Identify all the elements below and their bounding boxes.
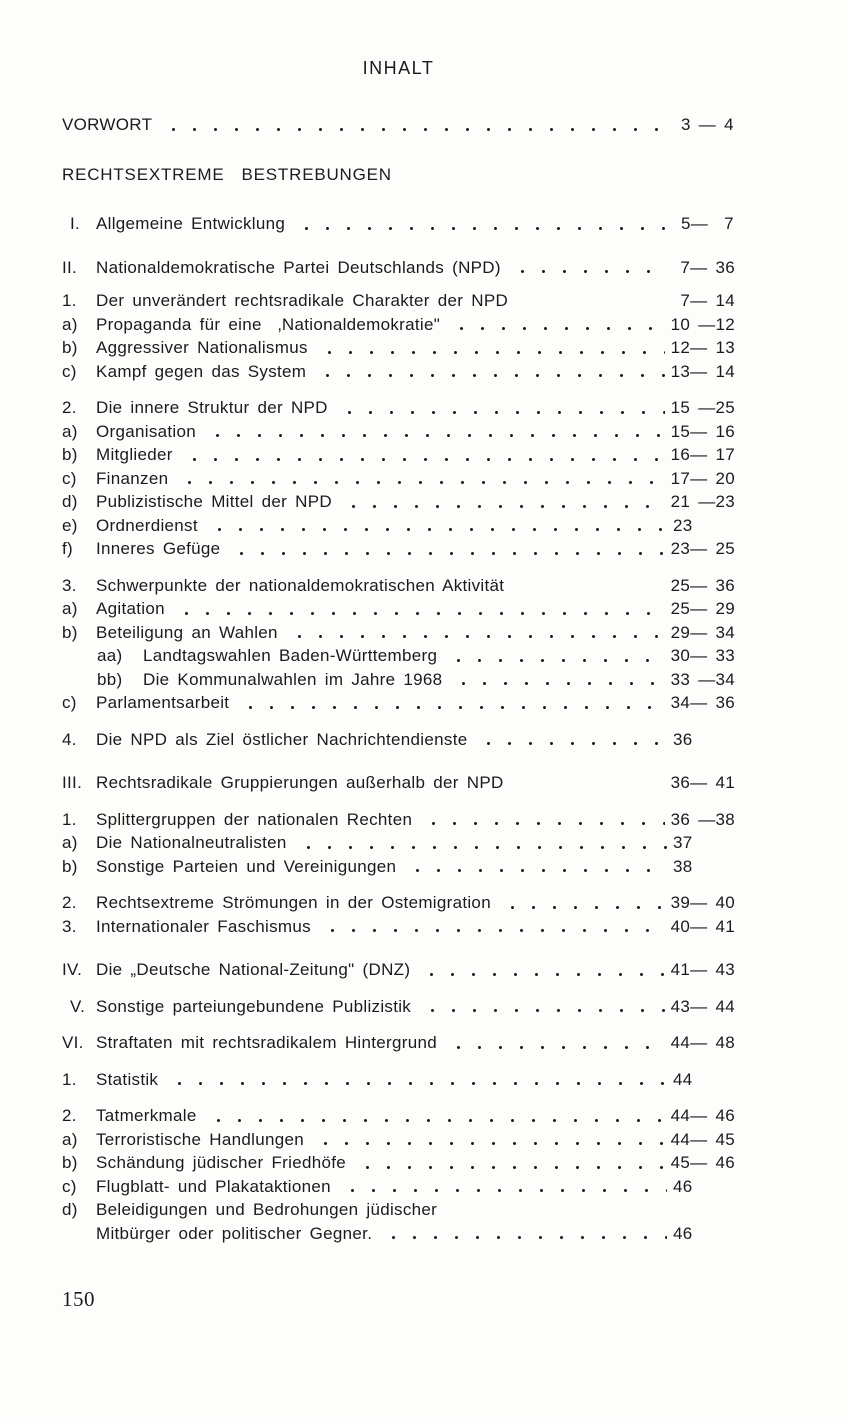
toc-entry-pages: 39— 40 [670, 893, 735, 912]
dot-leader [201, 423, 665, 443]
toc-entry-label: Sonstige parteiungebundene Publizistik [96, 996, 412, 1016]
toc-entry-prefix: b) [62, 622, 78, 642]
dot-leader [351, 1155, 665, 1175]
dot-leader [401, 858, 667, 878]
toc-entry [62, 644, 735, 668]
toc-list [62, 113, 735, 1245]
toc-entry-label: Organisation [96, 421, 196, 441]
toc-entry [62, 771, 735, 795]
toc-entry-label: Sonstige Parteien und Vereinigungen [96, 856, 397, 876]
toc-entry [62, 443, 735, 467]
dot-leader [178, 447, 665, 467]
toc-entry-pages: 5— 7 [673, 214, 734, 233]
toc-entry [62, 855, 735, 879]
dot-leader [442, 648, 664, 668]
toc-entry-prefix: c) [62, 693, 77, 712]
dot-leader [311, 363, 664, 383]
toc-entry-prefix: a) [62, 314, 78, 334]
toc-entry-pages: 25— 29 [670, 599, 735, 618]
dot-leader [415, 962, 664, 982]
toc-entry-pages: 33 —34 [670, 669, 735, 689]
toc-entry-prefix: 1. [62, 1069, 77, 1089]
toc-entry-label: Rechtsextreme Strömungen in der Ostemigration [96, 893, 491, 912]
toc-entry [62, 808, 735, 832]
toc-entry-prefix: bb) [97, 669, 123, 689]
toc-entry-prefix: V. [62, 996, 86, 1016]
toc-entry-pages: 36 —38 [670, 809, 735, 829]
toc-entry-label: Die innere Struktur der NPD [96, 398, 328, 417]
toc-entry-prefix: b) [62, 1153, 78, 1172]
toc-entry-label: Inneres Gefüge [96, 539, 221, 558]
toc-entry-label: Der unverändert rechtsradikale Charakter der NPD [96, 291, 509, 310]
toc-entry-label: VORWORT [62, 115, 153, 134]
toc-entry-pages: 13— 14 [670, 361, 735, 381]
toc-entry [62, 621, 735, 645]
toc-entry-prefix: 3. [62, 575, 77, 595]
toc-entry-label: Internationaler Faschismus [96, 916, 311, 936]
toc-entry-pages: 10 —12 [670, 314, 735, 334]
toc-entry-label: Landtagswahlen Baden-Württemberg [143, 646, 438, 665]
toc-entry-pages: 37 [673, 833, 693, 852]
toc-entry [62, 831, 735, 855]
dot-leader [313, 340, 665, 360]
toc-entry-prefix: 1. [62, 809, 77, 829]
toc-entry-label: Kampf gegen das System [96, 361, 307, 381]
toc-entry-pages: 36 [673, 729, 693, 749]
toc-entry [62, 1175, 735, 1199]
toc-entry-label: Statistik [96, 1069, 159, 1089]
toc-entry-prefix: f) [62, 539, 73, 558]
toc-entry-label: Mitbürger oder politischer Gegner. [96, 1223, 373, 1243]
toc-entry-label: Straftaten mit rechtsradikalem Hintergrund [96, 1033, 437, 1052]
toc-entry-label: Die NPD als Ziel östlicher Nachrichtendienste [96, 729, 468, 749]
toc-entry-label: Schwerpunkte der nationaldemokratischen Aktivität [96, 575, 505, 595]
toc-entry-pages: 38 [673, 856, 693, 876]
toc-entry-pages: 40— 41 [670, 916, 735, 936]
toc-entry-prefix: I. [62, 214, 81, 233]
toc-entry [62, 995, 735, 1019]
dot-leader [506, 259, 667, 279]
toc-entry-label: Propaganda für eine ‚Nationaldemokratie" [96, 314, 441, 334]
toc-entry-prefix: II. [62, 257, 78, 277]
toc-entry-prefix: c) [62, 1176, 77, 1196]
dot-leader [170, 601, 665, 621]
toc-entry-prefix: d) [62, 1200, 78, 1219]
toc-entry-label: Parlamentsarbeit [96, 693, 230, 712]
toc-entry-label: Finanzen [96, 468, 169, 488]
dot-leader [283, 624, 665, 644]
page-title: INHALT [362, 58, 435, 78]
toc-entry-pages: 44 [673, 1069, 693, 1089]
toc-entry-prefix: a) [62, 833, 78, 852]
dot-leader [445, 316, 665, 336]
toc-entry-label: Rechtsradikale Gruppierungen außerhalb der NPD [96, 773, 504, 792]
toc-entry-label: Nationaldemokratische Partei Deutschlands (NPD) [96, 257, 501, 277]
section-heading-label: RECHTSEXTREME BESTREBUNGEN [62, 164, 392, 184]
toc-entry-pages: 3 — 4 [673, 115, 734, 134]
toc-section-heading [62, 163, 735, 187]
toc-entry-pages: 34— 36 [670, 693, 735, 712]
toc-entry-prefix: 4. [62, 729, 77, 749]
dot-leader [496, 895, 665, 915]
dot-leader [157, 117, 667, 137]
toc-entry-pages: 43— 44 [670, 996, 735, 1016]
toc-entry-prefix: a) [62, 1129, 78, 1149]
toc-entry-pages: 44— 46 [670, 1106, 735, 1125]
dot-leader [442, 1035, 665, 1055]
toc-entry-prefix: e) [62, 515, 78, 535]
toc-entry-label: Beleidigungen und Bedrohungen jüdischer [96, 1200, 438, 1219]
toc-entry-pages: 46 [673, 1176, 693, 1196]
toc-entry-prefix: b) [62, 338, 78, 357]
dot-leader [509, 577, 664, 597]
toc-entry-prefix: 3. [62, 916, 77, 936]
toc-entry [62, 360, 735, 384]
toc-entry [62, 915, 735, 939]
toc-entry-prefix: aa) [97, 646, 123, 665]
folio-page-number: 150 [62, 1287, 95, 1311]
toc-entry-pages: 16— 17 [670, 445, 735, 464]
dot-leader [316, 918, 665, 938]
dot-leader [203, 517, 667, 537]
toc-entry-prefix: VI. [62, 1033, 84, 1052]
toc-entry [62, 256, 735, 280]
toc-entry [62, 691, 735, 715]
toc-entry [62, 1128, 735, 1152]
dot-leader [472, 731, 667, 751]
toc-entry-label: Die Nationalneutralisten [96, 833, 287, 852]
toc-entry [62, 958, 735, 982]
dot-leader [333, 400, 665, 420]
dot-leader [234, 695, 664, 715]
toc-entry-label: Beteiligung an Wahlen [96, 622, 278, 642]
toc-entry-label: Tatmerkmale [96, 1106, 197, 1125]
toc-entry [62, 537, 735, 561]
toc-entry [62, 336, 735, 360]
toc-entry-prefix: a) [62, 599, 78, 618]
toc-entry-pages: 21 —23 [670, 492, 735, 511]
toc-entry-prefix: 2. [62, 1106, 77, 1125]
dot-leader [377, 1225, 667, 1245]
toc-entry [62, 113, 735, 137]
toc-entry [62, 420, 735, 444]
toc-entry-label: Allgemeine Entwicklung [96, 214, 286, 233]
dot-leader [202, 1108, 665, 1128]
toc-entry [62, 891, 735, 915]
toc-entry [62, 668, 735, 692]
toc-entry [62, 597, 735, 621]
dot-leader [416, 998, 665, 1018]
toc-entry-label: Flugblatt- und Plakataktionen [96, 1176, 331, 1196]
dot-leader [417, 811, 664, 831]
dot-leader [513, 293, 666, 313]
toc-entry-label: Splittergruppen der nationalen Rechten [96, 809, 413, 829]
toc-entry [62, 574, 735, 598]
toc-entry [62, 514, 735, 538]
toc-entry-label: Aggressiver Nationalismus [96, 338, 308, 357]
dot-leader [509, 775, 665, 795]
toc-entry-pages: 45— 46 [670, 1153, 735, 1172]
toc-entry-prefix: b) [62, 856, 78, 876]
toc-entry [62, 313, 735, 337]
toc-entry-prefix: a) [62, 421, 78, 441]
toc-entry-pages: 30— 33 [670, 646, 735, 665]
toc-entry-pages: 41— 43 [670, 960, 735, 979]
toc-entry-label: Terroristische Handlungen [96, 1129, 304, 1149]
toc-entry-pages: 36— 41 [670, 773, 735, 792]
toc-entry-pages: 15 —25 [670, 398, 735, 417]
toc-entry-pages: 44— 45 [670, 1129, 735, 1149]
toc-entry-prefix: III. [62, 773, 83, 792]
toc-entry [62, 490, 735, 514]
dot-leader [337, 494, 665, 514]
toc-entry-pages: 23 [673, 515, 693, 535]
toc-entry-label: Die Kommunalwahlen im Jahre 1968 [143, 669, 443, 689]
toc-entry-pages: 44— 48 [670, 1033, 735, 1052]
toc-entry-pages: 23— 25 [670, 539, 735, 558]
toc-entry-label: Ordnerdienst [96, 515, 198, 535]
toc-entry-label: Publizistische Mittel der NPD [96, 492, 332, 511]
toc-entry-pages: 17— 20 [670, 468, 735, 488]
dot-leader [447, 671, 664, 691]
dot-leader [309, 1131, 665, 1151]
toc-entry-pages: 25— 36 [670, 575, 735, 595]
toc-entry-label: Mitglieder [96, 445, 173, 464]
toc-entry [62, 1104, 735, 1128]
dot-leader [290, 216, 667, 236]
toc-entry-pages: 7— 14 [672, 291, 735, 310]
toc-entry [62, 467, 735, 491]
toc-entry [62, 1222, 735, 1246]
dot-leader [163, 1071, 667, 1091]
toc-entry-prefix: c) [62, 361, 77, 381]
toc-entry [62, 1068, 735, 1092]
dot-leader [336, 1178, 667, 1198]
toc-entry-prefix: b) [62, 445, 78, 464]
toc-entry [62, 1151, 735, 1175]
dot-leader [225, 541, 664, 561]
toc-entry-label: Agitation [96, 599, 165, 618]
toc-entry [62, 212, 735, 236]
toc-entry [62, 1198, 735, 1222]
toc-entry-prefix: d) [62, 492, 78, 511]
toc-entry-prefix: 2. [62, 893, 77, 912]
toc-entry-pages: 12— 13 [670, 338, 735, 357]
toc-entry [62, 1031, 735, 1055]
dot-leader [173, 470, 664, 490]
toc-entry [62, 396, 735, 420]
toc-entry-prefix: IV. [62, 960, 83, 979]
toc-entry-pages: 46 [673, 1223, 693, 1243]
toc-entry-pages: 7— 36 [672, 257, 735, 277]
toc-entry-prefix: 1. [62, 291, 77, 310]
dot-leader [292, 835, 667, 855]
toc-entry-pages: 29— 34 [670, 622, 735, 642]
toc-entry [62, 289, 735, 313]
toc-entry-prefix: c) [62, 468, 77, 488]
toc-entry-pages: 15— 16 [670, 421, 735, 441]
toc-entry-label: Die „Deutsche National-Zeitung" (DNZ) [96, 960, 411, 979]
toc-entry-prefix: 2. [62, 398, 77, 417]
toc-entry [62, 728, 735, 752]
toc-entry-label: Schändung jüdischer Friedhöfe [96, 1153, 347, 1172]
